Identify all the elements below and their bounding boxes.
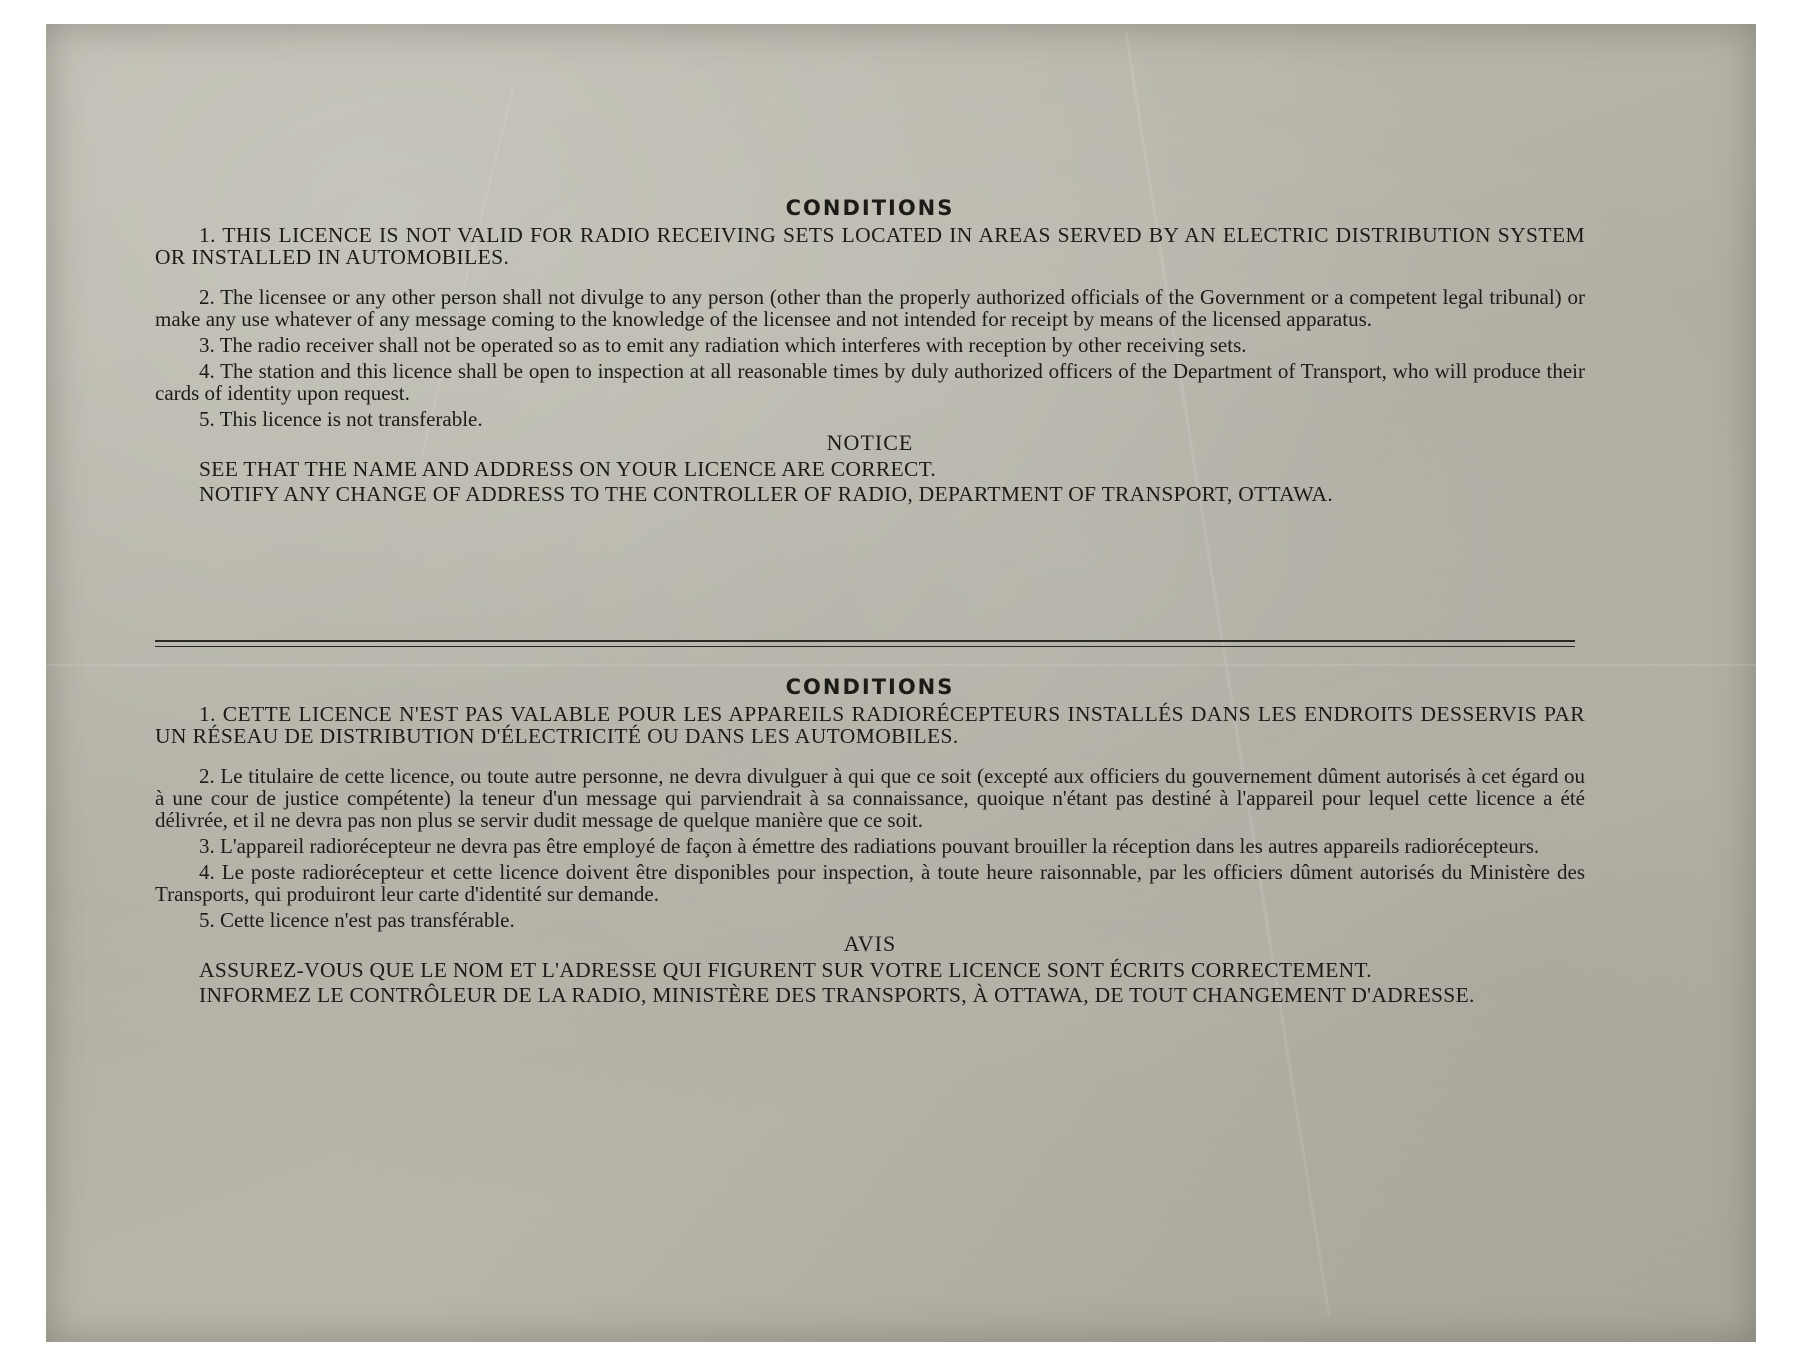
paper-crease <box>46 664 1756 666</box>
english-condition-1: 1. THIS LICENCE IS NOT VALID FOR RADIO RECEIVING SETS LOCATED IN AREAS SERVED BY AN ELECTRIC DISTRIBUTION SYSTEM OR INSTALLED IN AUTOMOBILES. <box>155 223 1585 269</box>
english-condition-2: 2. The licensee or any other person shall not divulge to any person (other than the properly authorized officials of the Government or a competent legal tribunal) or make any use whatever of any message coming to the knowledge of the licensee and not intended for receipt by means of the licensed apparatus. <box>155 285 1585 331</box>
french-condition-2: 2. Le titulaire de cette licence, ou toute autre personne, ne devra divulguer à qui que ce soit (excepté aux officiers du gouvernement dûment autorisés à cet égard ou à une cour de justice compétente) la teneur d'un message qui parviendrait à sa connaissance, quoique n'étant pas destiné à l'appareil pour lequel cette licence a été délivrée, et il ne devra pas non plus se servir dudit message de quelque manière que ce soit. <box>155 764 1585 832</box>
english-conditions-heading: CONDITIONS <box>785 196 955 220</box>
english-notice-line-1: SEE THAT THE NAME AND ADDRESS ON YOUR LICENCE ARE CORRECT. <box>199 457 937 481</box>
french-condition-3: 3. L'appareil radiorécepteur ne devra pas être employé de façon à émettre des radiations pouvant brouiller la réception dans les autres appareils radiorécepteurs. <box>199 834 1540 858</box>
english-conditions-section <box>155 196 1585 506</box>
french-condition-1: 1. CETTE LICENCE N'EST PAS VALABLE POUR LES APPAREILS RADIORÉCEPTEURS INSTALLÉS DANS LES ENDROITS DESSERVIS PAR UN RÉSEAU DE DISTRIBUTION D'ÉLECTRICITÉ OU DANS LES AUTOMOBILES. <box>155 702 1585 748</box>
french-notice-line-1: ASSUREZ-VOUS QUE LE NOM ET L'ADRESSE QUI FIGURENT SUR VOTRE LICENCE SONT ÉCRITS CORRECTEMENT. <box>199 958 1372 982</box>
english-condition-5: 5. This licence is not transferable. <box>199 407 483 431</box>
french-condition-4: 4. Le poste radiorécepteur et cette licence doivent être disponibles pour inspection, à toute heure raisonnable, par les officiers dûment autorisés du Ministère des Transports, qui produiront leur carte d'identité sur demande. <box>155 860 1585 906</box>
french-notice-heading: AVIS <box>843 931 897 956</box>
english-condition-4: 4. The station and this licence shall be open to inspection at all reasonable times by duly authorized officers of the Department of Transport, who will produce their cards of identity upon request. <box>155 359 1585 405</box>
english-notice-heading: NOTICE <box>826 430 914 455</box>
english-condition-3: 3. The radio receiver shall not be operated so as to emit any radiation which interferes with reception by other receiving sets. <box>199 333 1247 357</box>
french-notice-line-2: INFORMEZ LE CONTRÔLEUR DE LA RADIO, MINISTÈRE DES TRANSPORTS, À OTTAWA, DE TOUT CHANGEMENT D'ADRESSE. <box>199 983 1475 1007</box>
french-conditions-section <box>155 675 1585 1007</box>
french-condition-5: 5. Cette licence n'est pas transférable. <box>199 908 515 932</box>
english-notice-line-2: NOTIFY ANY CHANGE OF ADDRESS TO THE CONTROLLER OF RADIO, DEPARTMENT OF TRANSPORT, OTTAWA. <box>199 482 1333 506</box>
section-divider <box>155 640 1575 647</box>
french-conditions-heading: CONDITIONS <box>785 675 955 699</box>
